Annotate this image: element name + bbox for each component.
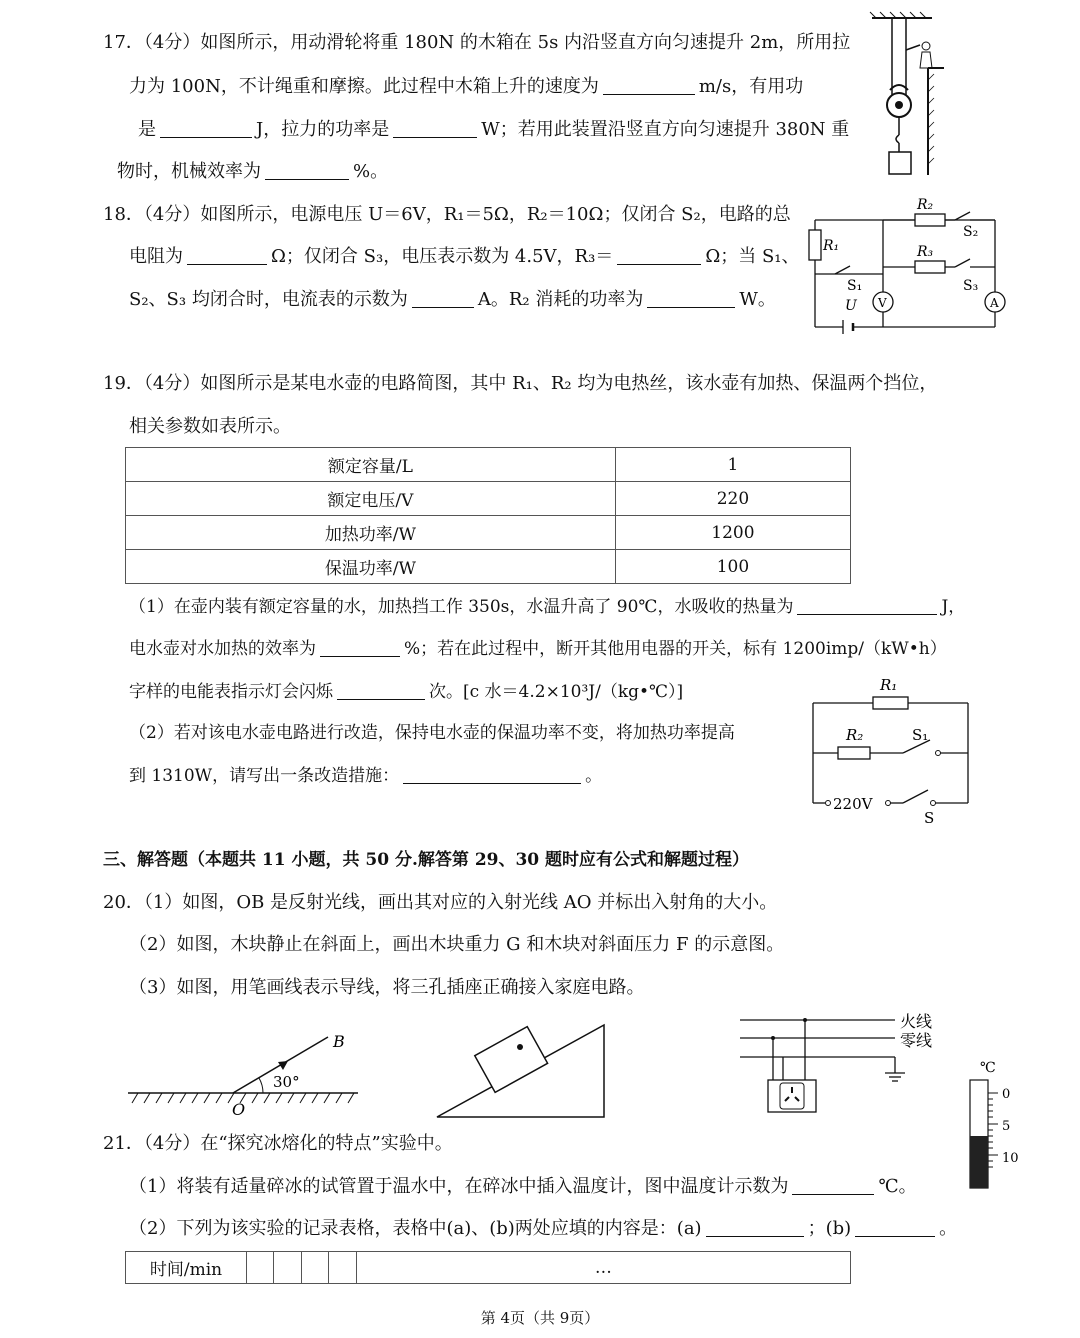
table-cell: 额定电压/V bbox=[126, 482, 616, 516]
label-neutral-wire: 零线 bbox=[900, 1031, 933, 1050]
q21-text: 。 bbox=[939, 1218, 958, 1239]
q17-blank-power[interactable] bbox=[393, 119, 477, 138]
table-cell: 保温功率/W bbox=[126, 550, 616, 584]
q17-line2 bbox=[129, 75, 803, 99]
table-cell[interactable] bbox=[329, 1252, 356, 1284]
q19-label-s1: S₁ bbox=[912, 726, 929, 744]
pulley-figure bbox=[862, 10, 952, 180]
q18-voltmeter-label: V bbox=[878, 296, 887, 310]
q17-line1: 17．（4分）如图所示，用动滑轮将重 180N 的木箱在 5s 内沿竖直方向匀速提升 2m，所用拉 bbox=[103, 32, 851, 53]
q19-line1: 19．（4分）如图所示是某电水壶的电路简图，其中 R₁、R₂ 均为电热丝，该水壶有加热、保温两个挡位， bbox=[103, 373, 938, 394]
table-cell[interactable] bbox=[274, 1252, 301, 1284]
table-cell: 100 bbox=[615, 550, 850, 584]
table-cell: … bbox=[356, 1252, 850, 1284]
table-cell: 1200 bbox=[615, 516, 850, 550]
q19-text: 。 bbox=[585, 766, 603, 786]
q19-label-r2: R₂ bbox=[846, 726, 864, 744]
q18-label-r3: R₃ bbox=[917, 244, 934, 260]
q18-text: Ω；当 S₁、 bbox=[705, 246, 800, 267]
q18-label-r2: R₂ bbox=[917, 197, 934, 213]
q19-blank-heat[interactable] bbox=[797, 596, 937, 615]
q18-text: A。R₂ 消耗的功率为 bbox=[477, 289, 644, 310]
q18-blank-total-resistance[interactable] bbox=[187, 246, 267, 265]
q19-p5 bbox=[129, 764, 602, 788]
q18-ammeter-label: A bbox=[990, 296, 999, 310]
q21-text: （1）将装有适量碎冰的试管置于温水中，在碎冰中插入温度计，图中温度计示数为 bbox=[129, 1176, 789, 1197]
q19-line2: 相关参数如表所示。 bbox=[129, 416, 291, 437]
q19-text: %；若在此过程中，断开其他用电器的开关，标有 1200imp/（kW•h） bbox=[404, 639, 947, 659]
page-footer: 第 4页（共 9页） bbox=[480, 1309, 600, 1327]
q17-text: 力为 100N，不计绳重和摩擦。此过程中木箱上升的速度为 bbox=[129, 76, 599, 97]
q18-line3 bbox=[129, 288, 776, 312]
q17-text: m/s，有用功 bbox=[698, 76, 804, 97]
q18-label-s2: S₂ bbox=[963, 224, 979, 240]
q18-label-s3: S₃ bbox=[963, 278, 979, 294]
q17-blank-efficiency[interactable] bbox=[265, 161, 349, 180]
q17-text: W；若用此装置沿竖直方向匀速提升 380N 重 bbox=[481, 119, 850, 140]
section-3-title: 三、解答题（本题共 11 小题，共 50 分.解答第 29、30 题时应有公式和解题过程） bbox=[103, 850, 750, 870]
q18-text: Ω；仅闭合 S₃，电压表示数为 4.5V，R₃＝ bbox=[271, 246, 614, 267]
thermo-tick-5: 5 bbox=[1002, 1119, 1011, 1134]
q18-line2 bbox=[129, 245, 800, 269]
q19-blank-flashes[interactable] bbox=[337, 681, 425, 700]
q18-label-s1: S₁ bbox=[847, 278, 863, 294]
q17-line3 bbox=[138, 118, 849, 142]
q17-blank-work[interactable] bbox=[160, 119, 252, 138]
table-cell: 加热功率/W bbox=[126, 516, 616, 550]
table-cell: 额定容量/L bbox=[126, 448, 616, 482]
q19-p2 bbox=[129, 637, 947, 661]
q19-label-220v: 220V bbox=[833, 795, 873, 813]
q19-circuit-figure bbox=[808, 668, 978, 828]
q19-label-s: S bbox=[924, 809, 935, 827]
label-b: B bbox=[333, 1032, 345, 1051]
table-row bbox=[126, 482, 851, 516]
q20-line3: （3）如图，用笔画线表示导线，将三孔插座正确接入家庭电路。 bbox=[129, 977, 645, 998]
thermometer-figure bbox=[960, 1058, 1030, 1188]
q21-line1: 21．（4分）在“探究冰熔化的特点”实验中。 bbox=[103, 1133, 453, 1154]
table-row bbox=[126, 550, 851, 584]
table-row bbox=[126, 448, 851, 482]
q17-text: J，拉力的功率是 bbox=[256, 119, 390, 140]
q19-text: 字样的电能表指示灯会闪烁 bbox=[129, 682, 333, 702]
q19-text: 电水壶对水加热的效率为 bbox=[129, 639, 316, 659]
q20-line1: 20．（1）如图，OB 是反射光线，画出其对应的入射光线 AO 并标出入射角的大小。 bbox=[103, 892, 778, 913]
q18-text: S₂、S₃ 均闭合时，电流表的示数为 bbox=[129, 289, 408, 310]
table-cell[interactable] bbox=[247, 1252, 274, 1284]
thermo-tick-10: 10 bbox=[1002, 1151, 1019, 1166]
table-cell: 1 bbox=[615, 448, 850, 482]
q19-p1 bbox=[129, 595, 965, 619]
q19-params-table bbox=[125, 447, 851, 584]
table-cell[interactable] bbox=[301, 1252, 328, 1284]
q19-label-r1: R₁ bbox=[880, 676, 898, 694]
q21-text: ℃。 bbox=[878, 1176, 917, 1197]
q19-text: （1）在壶内装有额定容量的水，加热挡工作 350s，水温升高了 90℃，水吸收的热量为 bbox=[129, 597, 794, 617]
q17-line4 bbox=[117, 160, 388, 184]
q18-label-r1: R₁ bbox=[823, 238, 840, 254]
incline-figure bbox=[432, 1005, 612, 1120]
q17-blank-speed[interactable] bbox=[603, 76, 695, 95]
q19-blank-measure[interactable] bbox=[403, 765, 581, 784]
q17-text: 物时，机械效率为 bbox=[117, 161, 261, 182]
q18-blank-r2-power[interactable] bbox=[647, 289, 735, 308]
table-row bbox=[126, 1252, 851, 1284]
table-cell: 220 bbox=[615, 482, 850, 516]
q21-blank-a[interactable] bbox=[706, 1218, 804, 1237]
q21-text: ；(b) bbox=[807, 1218, 852, 1239]
q18-blank-current[interactable] bbox=[412, 289, 474, 308]
q19-text: 次。[c 水＝4.2×10³J/（kg•℃）] bbox=[429, 682, 684, 702]
label-30deg: 30° bbox=[273, 1073, 300, 1091]
label-live-wire: 火线 bbox=[900, 1012, 933, 1031]
q18-label-u: U bbox=[845, 298, 857, 314]
q21-record-table bbox=[125, 1251, 851, 1284]
q19-text: 到 1310W，请写出一条改造措施： bbox=[129, 766, 400, 786]
q21-text: （2）下列为该实验的记录表格，表格中(a)、(b)两处应填的内容是：(a) bbox=[129, 1218, 702, 1239]
q18-text: W。 bbox=[739, 289, 776, 310]
q21-blank-b[interactable] bbox=[855, 1218, 935, 1237]
thermo-tick-0: 0 bbox=[1002, 1087, 1011, 1102]
q19-p4: （2）若对该电水壶电路进行改造，保持电水壶的保温功率不变，将加热功率提高 bbox=[129, 723, 735, 743]
thermo-unit: ℃ bbox=[980, 1060, 996, 1076]
q18-line1: 18．（4分）如图所示，电源电压 U＝6V，R₁＝5Ω，R₂＝10Ω；仅闭合 S₂，电路的总 bbox=[103, 204, 791, 225]
q20-line2: （2）如图，木块静止在斜面上，画出木块重力 G 和木块对斜面压力 F 的示意图。 bbox=[129, 934, 785, 955]
reflection-figure bbox=[128, 1025, 368, 1120]
q17-text: %。 bbox=[353, 161, 389, 182]
q21-line3 bbox=[129, 1217, 957, 1241]
q19-text: J， bbox=[941, 597, 966, 617]
q18-blank-r3[interactable] bbox=[617, 246, 701, 265]
q19-blank-efficiency[interactable] bbox=[320, 638, 400, 657]
q19-p3 bbox=[129, 680, 683, 704]
label-o: O bbox=[232, 1100, 246, 1119]
q18-circuit-figure bbox=[805, 192, 1020, 337]
q21-blank-temperature[interactable] bbox=[792, 1176, 874, 1195]
q21-line2 bbox=[129, 1175, 917, 1199]
q18-text: 电阻为 bbox=[129, 246, 183, 267]
table-cell: 时间/min bbox=[126, 1252, 247, 1284]
socket-wiring-figure bbox=[735, 1005, 955, 1120]
q17-text: 是 bbox=[138, 119, 156, 140]
table-row bbox=[126, 516, 851, 550]
